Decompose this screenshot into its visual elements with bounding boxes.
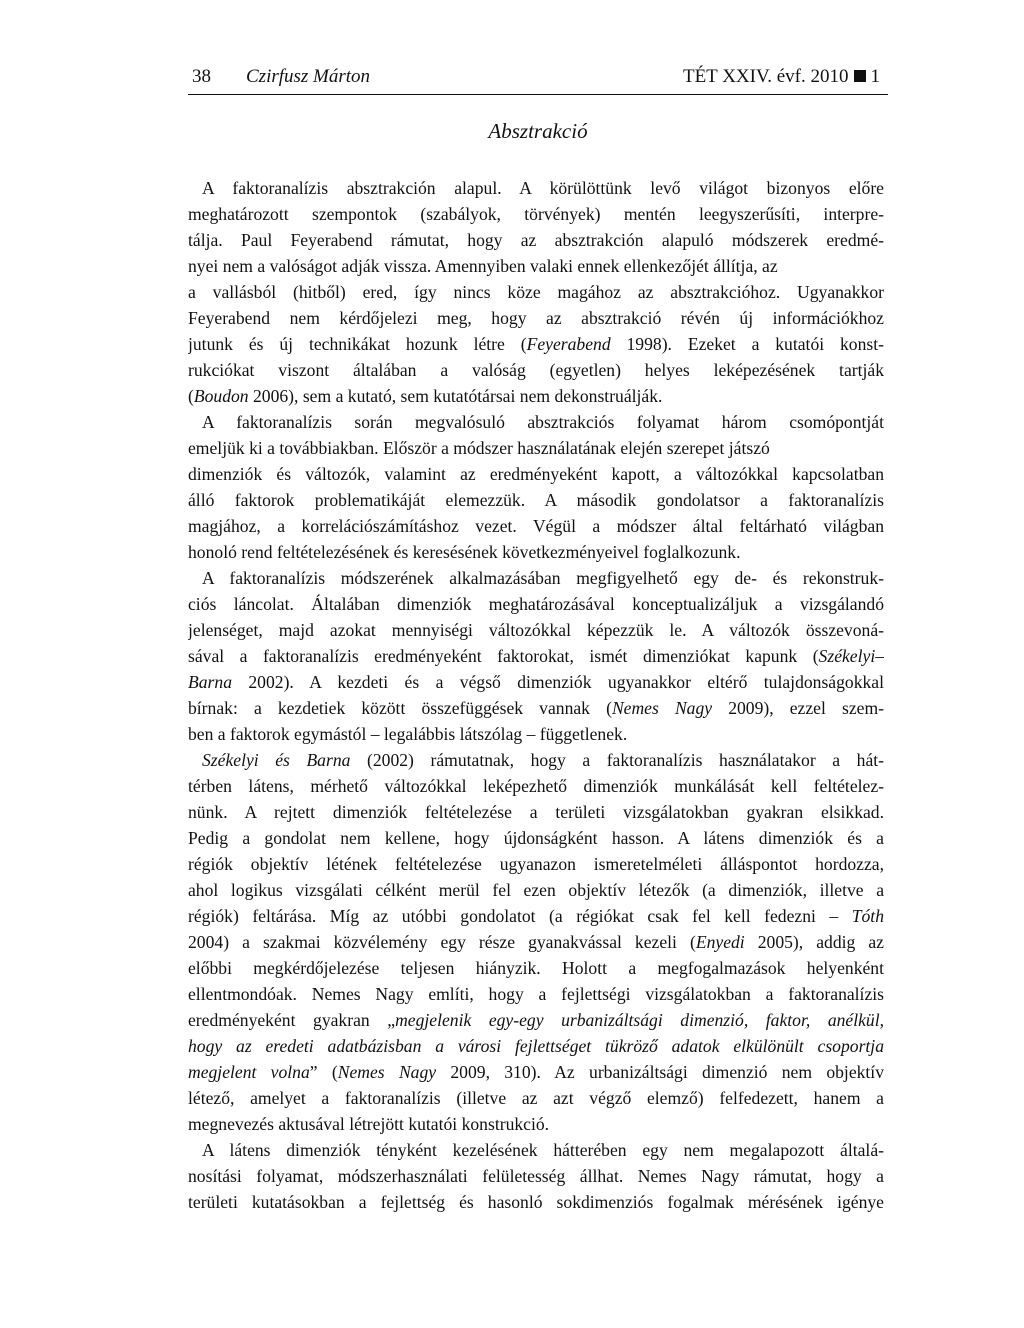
body-text bbox=[188, 175, 884, 1215]
italic-text: megjelent volna bbox=[188, 1062, 310, 1082]
text-line bbox=[188, 1163, 884, 1189]
italic-text: Boudon bbox=[193, 386, 249, 406]
text-line bbox=[188, 851, 884, 877]
text-span: Pedig a gondolat nem kellene, hogy újdonságként hasson. A látens dimenziók és a bbox=[188, 828, 884, 848]
text-span: 2005), addig az bbox=[744, 932, 884, 952]
italic-text: Székelyi– bbox=[818, 646, 884, 666]
text-line bbox=[188, 1137, 884, 1163]
text-line bbox=[188, 487, 884, 513]
text-span: A faktoranalízis módszerének alkalmazásában megfigyelhető egy de- és rekonstruk- bbox=[202, 568, 884, 588]
text-line bbox=[188, 669, 884, 695]
text-line bbox=[188, 253, 884, 279]
running-header bbox=[188, 62, 888, 95]
text-span: ben a faktorok egymástól – legalábbis látszólag – függetlenek. bbox=[188, 724, 628, 744]
text-line bbox=[188, 513, 884, 539]
text-span: ahol logikus vizsgálati célként merül fel ezen objektív létezők (a dimenziók, illetve a bbox=[188, 880, 884, 900]
text-line bbox=[188, 435, 884, 461]
section-title: Absztrakció bbox=[488, 119, 588, 143]
italic-text: Enyedi bbox=[695, 932, 745, 952]
text-span: A faktoranalízis absztrakción alapul. A körülöttünk levő világot bizonyos előre bbox=[202, 178, 884, 198]
text-span: területi kutatásokban a fejlettség és hasonló sokdimenziós fogalmak mérésének igénye bbox=[188, 1192, 884, 1212]
text-span: nosítási folyamat, módszerhasználati felületesség állhat. Nemes Nagy rámutat, hogy a bbox=[188, 1166, 884, 1186]
issue-number: 1 bbox=[870, 66, 880, 87]
text-line bbox=[188, 903, 884, 929]
text-line bbox=[188, 227, 884, 253]
text-line bbox=[188, 201, 884, 227]
text-line bbox=[188, 1059, 884, 1085]
text-span: dimenziók és változók, valamint az eredményeként kapott, a változókkal kapcsolatban bbox=[188, 464, 884, 484]
text-span: nünk. A rejtett dimenziók feltételezése a területi vizsgálatokban gyakran elsikkad. bbox=[188, 802, 884, 822]
italic-text: Nemes Nagy bbox=[611, 698, 713, 718]
text-span: megnevezés aktusával létrejött kutatói konstrukció. bbox=[188, 1114, 550, 1134]
text-line bbox=[188, 1085, 884, 1111]
italic-text: Székelyi és Barna bbox=[202, 750, 351, 770]
page-number: 38 bbox=[192, 66, 211, 87]
text-line bbox=[188, 279, 884, 305]
italic-text: Tóth bbox=[851, 906, 884, 926]
text-span: (2002) rámutatnak, hogy a faktoranalízis használatakor a hát- bbox=[350, 750, 884, 770]
text-line bbox=[188, 773, 884, 799]
text-span: régiók) feltárása. Míg az utóbbi gondolatot (a régiókat csak fel kell fedezni – bbox=[188, 906, 852, 926]
text-span: ” ( bbox=[309, 1062, 338, 1082]
text-line bbox=[188, 955, 884, 981]
text-span: létező, amelyet a faktoranalízis (illetve az azt végző elemző) felfedezett, hanem a bbox=[188, 1088, 884, 1108]
text-span: jutunk és új technikákat hozunk létre ( bbox=[188, 334, 527, 354]
text-line bbox=[188, 721, 884, 747]
text-line bbox=[188, 695, 884, 721]
text-span: sával a faktoranalízis eredményeként faktorokat, ismét dimenziókat kapunk ( bbox=[188, 646, 819, 666]
text-span: eredményeként gyakran „ bbox=[188, 1010, 396, 1030]
text-line bbox=[188, 877, 884, 903]
journal-reference bbox=[683, 66, 880, 88]
text-span: előbbi megkérdőjelezése teljesen hiányzik. Holott a megfogalmazások helyenként bbox=[188, 958, 884, 978]
text-line bbox=[188, 175, 884, 201]
journal-issue: TÉT XXIV. évf. 2010 bbox=[682, 66, 849, 87]
text-span: 2002). A kezdeti és a végső dimenziók ugyanakkor eltérő tulajdonságokkal bbox=[231, 672, 884, 692]
text-line bbox=[188, 981, 884, 1007]
text-line bbox=[188, 643, 884, 669]
text-span: ellentmondóak. Nemes Nagy említi, hogy a fejlettségi vizsgálatokban a faktoranalízis bbox=[188, 984, 884, 1004]
text-line bbox=[188, 565, 884, 591]
text-span: ( bbox=[188, 386, 194, 406]
text-line bbox=[188, 461, 884, 487]
text-line bbox=[188, 799, 884, 825]
square-bullet-icon bbox=[854, 70, 866, 82]
text-span: magjához, a korrelációszámításhoz vezet. Végül a módszer által feltárható világban bbox=[188, 516, 884, 536]
italic-text: Barna bbox=[188, 672, 232, 692]
text-span: a vallásból (hitből) ered, így nincs köze magához az absztrakcióhoz. Ugyanakkor bbox=[188, 282, 884, 302]
text-span: nyei nem a valóságot adják vissza. Amennyiben valaki ennek ellenkezőjét állítja, az bbox=[188, 256, 778, 276]
text-line bbox=[188, 1189, 884, 1215]
text-span: 2009, 310). Az urbanizáltsági dimenzió nem objektív bbox=[436, 1062, 884, 1082]
text-span: jelenséget, majd azokat mennyiségi változókkal képezzük le. A változók összevoná- bbox=[188, 620, 884, 640]
text-span: meghatározott szempontok (szabályok, törvények) mentén leegyszerűsíti, interpre- bbox=[188, 204, 884, 224]
text-span: 2004) a szakmai közvélemény egy része gyanakvással kezeli ( bbox=[188, 932, 696, 952]
text-line bbox=[188, 747, 884, 773]
text-line bbox=[188, 1007, 884, 1033]
text-span: emeljük ki a továbbiakban. Először a módszer használatának elején szerepet játszó bbox=[188, 438, 770, 458]
text-line bbox=[188, 539, 884, 565]
text-span: 2006), sem a kutató, sem kutatótársai nem dekonstruálják. bbox=[248, 386, 663, 406]
text-span: Feyerabend nem kérdőjelezi meg, hogy az absztrakció révén új információkhoz bbox=[188, 308, 884, 328]
text-line bbox=[188, 617, 884, 643]
author-name: Czirfusz Márton bbox=[246, 66, 371, 87]
text-line bbox=[188, 305, 884, 331]
text-span: tálja. Paul Feyerabend rámutat, hogy az absztrakción alapuló módszerek eredmé- bbox=[188, 230, 884, 250]
text-line bbox=[188, 331, 884, 357]
text-span: A látens dimenziók tényként kezelésének hátterében egy nem megalapozott általá- bbox=[202, 1140, 884, 1160]
text-line bbox=[188, 383, 884, 409]
text-span: ciós láncolat. Általában dimenziók meghatározásával konceptualizáljuk a vizsgálandó bbox=[188, 594, 884, 614]
text-span: álló faktorok problematikáját elemezzük. A második gondolatsor a faktoranalízis bbox=[188, 490, 884, 510]
text-span: 1998). Ezeket a kutatói konst- bbox=[610, 334, 884, 354]
text-line bbox=[188, 1033, 884, 1059]
text-span: térben látens, mérhető változókkal leképezhető dimenziók munkálását kell feltételez- bbox=[188, 776, 884, 796]
text-span: bírnak: a kezdetiek között összefüggések vannak ( bbox=[188, 698, 612, 718]
text-span: honoló rend feltételezésének és keresésének következményeivel foglalkozunk. bbox=[188, 542, 741, 562]
italic-text: hogy az eredeti adatbázisban a városi fejlettséget tükröző adatok elkülönült csoportja bbox=[188, 1036, 884, 1056]
text-span: A faktoranalízis során megvalósuló absztrakciós folyamat három csomópontját bbox=[202, 412, 884, 432]
text-span: rukciókat viszont általában a valóság (egyetlen) helyes leképezésének tartják bbox=[188, 360, 884, 380]
text-line bbox=[188, 825, 884, 851]
text-span: 2009), ezzel szem- bbox=[712, 698, 884, 718]
italic-text: megjelenik egy-egy urbanizáltsági dimenzió, faktor, anélkül, bbox=[395, 1010, 884, 1030]
text-line bbox=[188, 357, 884, 383]
italic-text: Feyerabend bbox=[526, 334, 611, 354]
text-line bbox=[188, 929, 884, 955]
text-line bbox=[188, 1111, 884, 1137]
italic-text: Nemes Nagy bbox=[337, 1062, 437, 1082]
text-line bbox=[188, 591, 884, 617]
text-line bbox=[188, 409, 884, 435]
text-span: régiók objektív létének feltételezése ugyanazon ismeretelméleti álláspontot hordozza, bbox=[188, 854, 884, 874]
